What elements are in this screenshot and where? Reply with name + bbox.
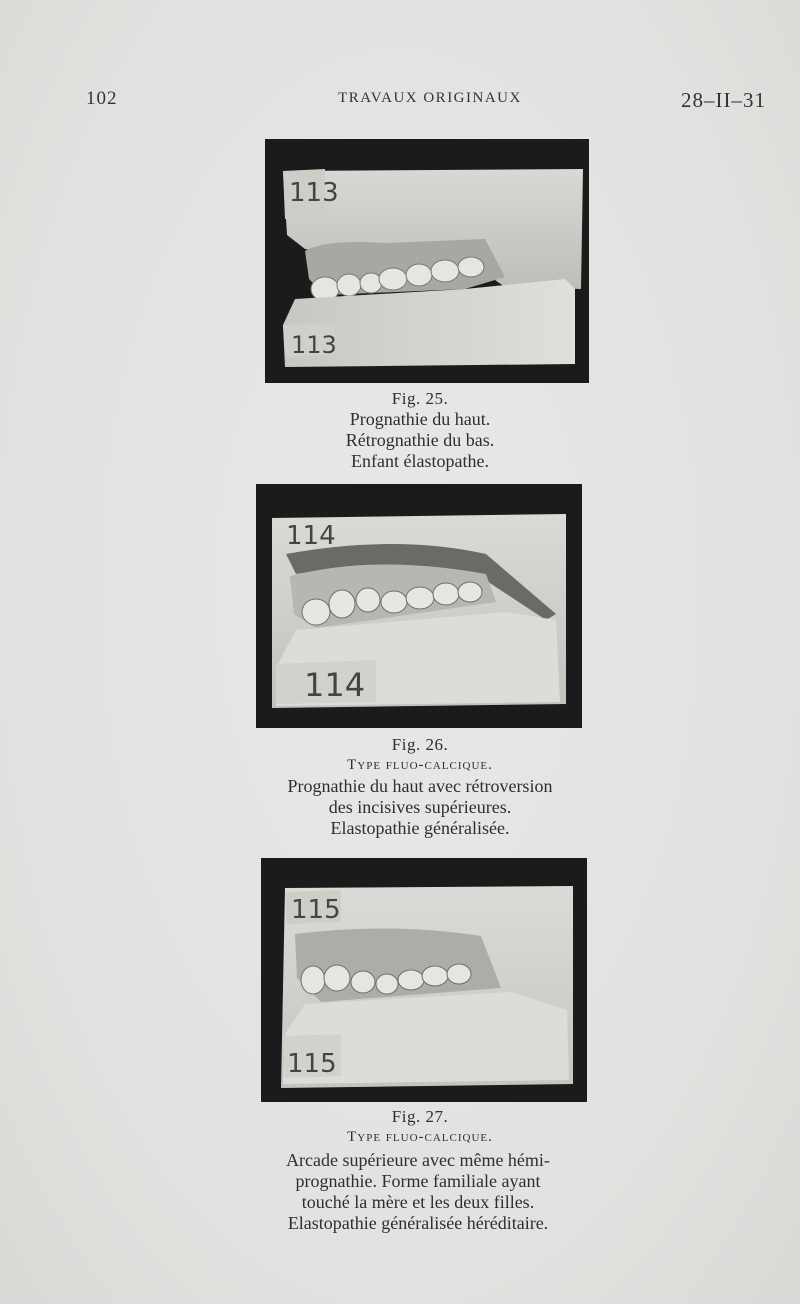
caption-line: prognathie. Forme familiale ayant <box>295 1171 541 1191</box>
specimen-number-upper: 114 <box>286 521 336 551</box>
figure-label: Fig. 25. <box>391 389 449 408</box>
specimen-number-lower: 113 <box>291 331 337 359</box>
caption-line: Elastopathie généralisée héréditaire. <box>287 1213 549 1233</box>
type-label: Type fluo-calcique. <box>347 757 493 773</box>
specimen-number-lower: 115 <box>287 1049 337 1079</box>
specimen-number-lower: 114 <box>304 666 366 704</box>
figure-25-photo <box>265 139 589 383</box>
dental-cast-photo-26 <box>256 484 582 728</box>
specimen-number-upper: 115 <box>291 895 341 925</box>
figure-25-caption <box>0 388 800 472</box>
running-title: TRAVAUX ORIGINAUX <box>338 90 522 106</box>
caption-line: Prognathie du haut avec rétroversion <box>287 776 553 796</box>
page-number: 102 <box>86 88 118 109</box>
dental-cast-photo-27 <box>261 858 587 1102</box>
caption-line: des incisives supérieures. <box>328 797 512 817</box>
caption-line: Elastopathie généralisée. <box>330 818 510 838</box>
caption-line: Prognathie du haut. <box>349 409 491 429</box>
type-label: Type fluo-calcique. <box>347 1129 493 1145</box>
caption-line: touché la mère et les deux filles. <box>301 1192 535 1212</box>
caption-line: Arcade supérieure avec même hémi- <box>286 1150 550 1170</box>
figure-26-caption <box>0 734 800 839</box>
figure-label: Fig. 26. <box>391 735 449 754</box>
caption-line: Rétrognathie du bas. <box>345 430 495 450</box>
figure-label: Fig. 27. <box>391 1107 449 1126</box>
figure-26-photo <box>256 484 582 728</box>
figure-27-photo <box>261 858 587 1102</box>
figure-27-caption-body <box>252 1150 584 1234</box>
figure-27-caption <box>0 1106 800 1148</box>
caption-line: Enfant élastopathe. <box>351 451 489 471</box>
running-head <box>0 88 800 118</box>
dental-cast-photo-25 <box>265 139 589 383</box>
specimen-number-upper: 113 <box>289 178 339 208</box>
header-date: 28–II–31 <box>681 88 766 112</box>
